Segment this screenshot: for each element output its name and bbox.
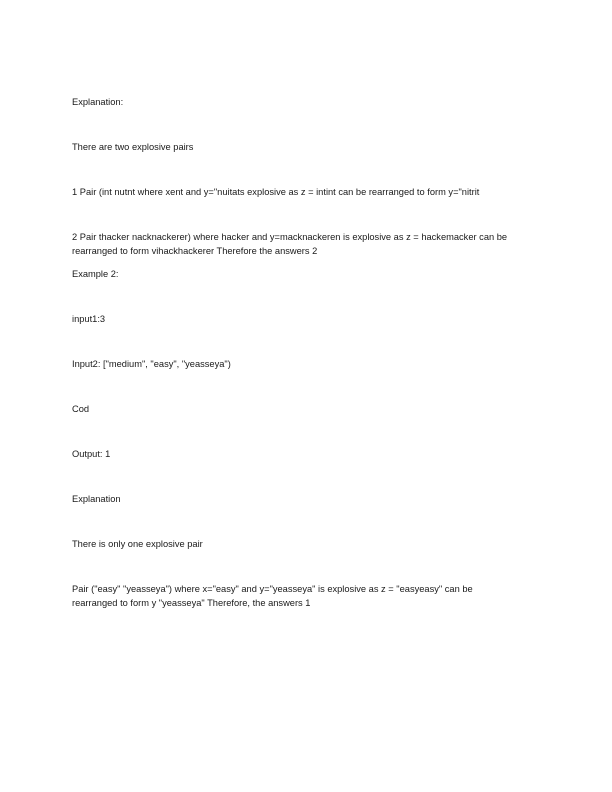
input2-line — [72, 358, 542, 372]
text-line: input1:3 — [72, 314, 106, 324]
paragraph-pair-1 — [72, 186, 542, 200]
paragraph-one-pair — [72, 538, 542, 552]
paragraph-pair-easy — [72, 583, 542, 610]
cod-line — [72, 403, 542, 417]
explanation-heading-2 — [72, 493, 542, 507]
text-line: 1 Pair (int nutnt where xent and y="nuitats explosive as z = intint can be rearranged to form y="nitrit — [72, 187, 480, 197]
text-line: There is only one explosive pair — [72, 539, 203, 549]
text-line: Input2: ["medium", "easy", "yeasseya") — [72, 359, 231, 369]
text-line: rearranged to form y "yeasseya" Therefore, the answers 1 — [72, 597, 311, 608]
example-2-heading — [72, 268, 542, 282]
text-line: Explanation — [72, 494, 121, 504]
text-line: Explanation: — [72, 97, 124, 107]
explanation-heading — [72, 96, 542, 110]
output-line — [72, 448, 542, 462]
text-line: Cod — [72, 404, 90, 414]
text-line: Pair ("easy" "yeasseya") where x="easy" and y="yeasseya" is explosive as z = "easyeasy" can be — [72, 584, 473, 594]
paragraph-two-pairs — [72, 141, 542, 155]
text-line: Output: 1 — [72, 449, 111, 459]
paragraph-pair-2 — [72, 231, 542, 258]
input1-line — [72, 313, 542, 327]
text-line: 2 Pair thacker nacknackerer) where hacker and y=macknackeren is explosive as z = hackemacker can be — [72, 232, 508, 242]
text-line: Example 2: — [72, 269, 119, 279]
text-line: rearranged to form vihackhackerer Therefore the answers 2 — [72, 245, 318, 256]
text-line: There are two explosive pairs — [72, 142, 194, 152]
